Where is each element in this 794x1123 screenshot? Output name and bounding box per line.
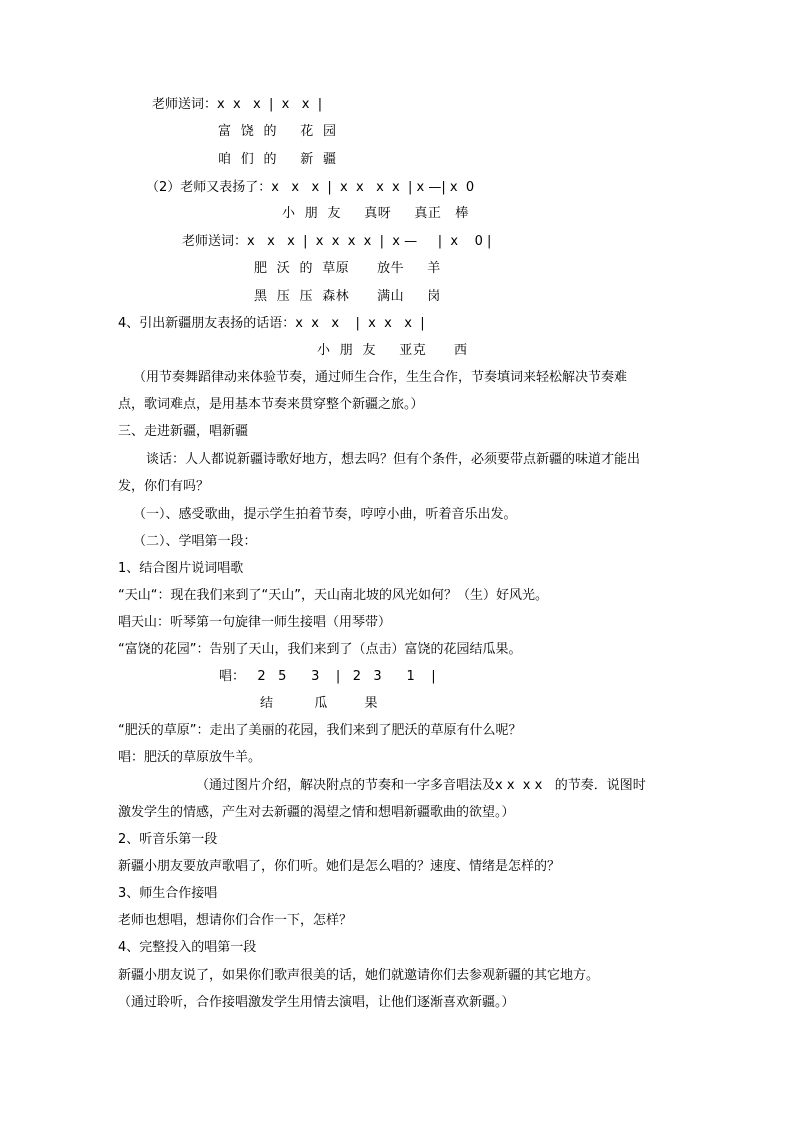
text-line: 唱： 2 5 3 | 2 3 1 |	[219, 669, 436, 684]
text-line: 小 朋 友 亚克 西	[317, 343, 468, 358]
text-line: （通过聆听，合作接唱激发学生用情去演唱，让他们逐渐喜欢新疆。）	[118, 995, 515, 1010]
text-line: “天山“：现在我们来到了“天山”，天山南北坡的风光如何？（生）好风光。	[118, 588, 548, 603]
text-line: 激发学生的情感，产生对去新疆的渴望之情和想唱新疆歌曲的欲望。）	[118, 805, 515, 820]
text-line: 小 朋 友 真呀 真正 棒	[282, 206, 469, 221]
text-line: 唱：肥沃的草原放牛羊。	[118, 750, 262, 765]
text-line: 老师送词：x x x | x x |	[152, 97, 323, 112]
text-line: 富 饶 的 花 园	[218, 124, 337, 139]
section-heading: 三、走进新疆，唱新疆	[118, 424, 249, 439]
text-line: 点，歌词难点，是用基本节奏来贯穿整个新疆之旅。）	[118, 397, 424, 412]
text-line: （2）老师又表扬了：x x x | x x x x | x —| x 0	[146, 180, 475, 195]
text-line: （通过图片介绍，解决附点的节奏和一字多音唱法及x x x x 的节奏．说图时	[196, 778, 646, 793]
text-line: 唱天山：听琴第一句旋律一师生接唱（用琴带）	[118, 615, 392, 630]
text-line: 2、听音乐第一段	[118, 832, 218, 847]
text-line: （一）、感受歌曲，提示学生拍着节奏，哼哼小曲，听着音乐出发。	[133, 507, 517, 522]
text-line: （用节奏舞蹈律动来体验节奏，通过师生合作，生生合作，节奏填词来轻松解决节奏难	[133, 370, 628, 385]
text-line: “富饶的花园”：告别了天山，我们来到了（点击）富饶的花园结瓜果。	[118, 642, 522, 657]
text-line: 老师送词：x x x | x x x x | x — | x 0 |	[182, 234, 492, 249]
text-line: 新疆小朋友要放声歌唱了，你们听。她们是怎么唱的？速度、情绪是怎样的？	[118, 859, 561, 874]
text-line: 结 瓜 果	[260, 696, 378, 711]
text-line: 新疆小朋友说了，如果你们歌声很美的话，她们就邀请你们去参观新疆的其它地方。	[118, 968, 600, 983]
text-line: 肥 沃 的 草原 放牛 羊	[254, 261, 441, 276]
text-line: 4、引出新疆朋友表扬的话语：x x x | x x x |	[118, 316, 425, 331]
text-line: 4、完整投入的唱第一段	[118, 940, 257, 955]
text-line: 老师也想唱，想请你们合作一下，怎样？	[118, 913, 353, 928]
text-line: （二）、学唱第一段：	[133, 534, 257, 549]
text-line: “肥沃的草原”：走出了美丽的花园，我们来到了肥沃的草原有什么呢？	[118, 723, 522, 738]
text-line: 谈话：人人都说新疆诗歌好地方，想去吗？但有个条件，必须要带点新疆的味道才能出	[146, 452, 641, 467]
text-line: 3、师生合作接唱	[118, 886, 218, 901]
text-line: 1、结合图片说词唱歌	[118, 561, 244, 576]
text-line: 黑 压 压 森林 满山 岗	[254, 289, 441, 304]
text-line: 咱 们 的 新 疆	[218, 152, 337, 167]
text-line: 发，你们有吗？	[118, 479, 210, 494]
